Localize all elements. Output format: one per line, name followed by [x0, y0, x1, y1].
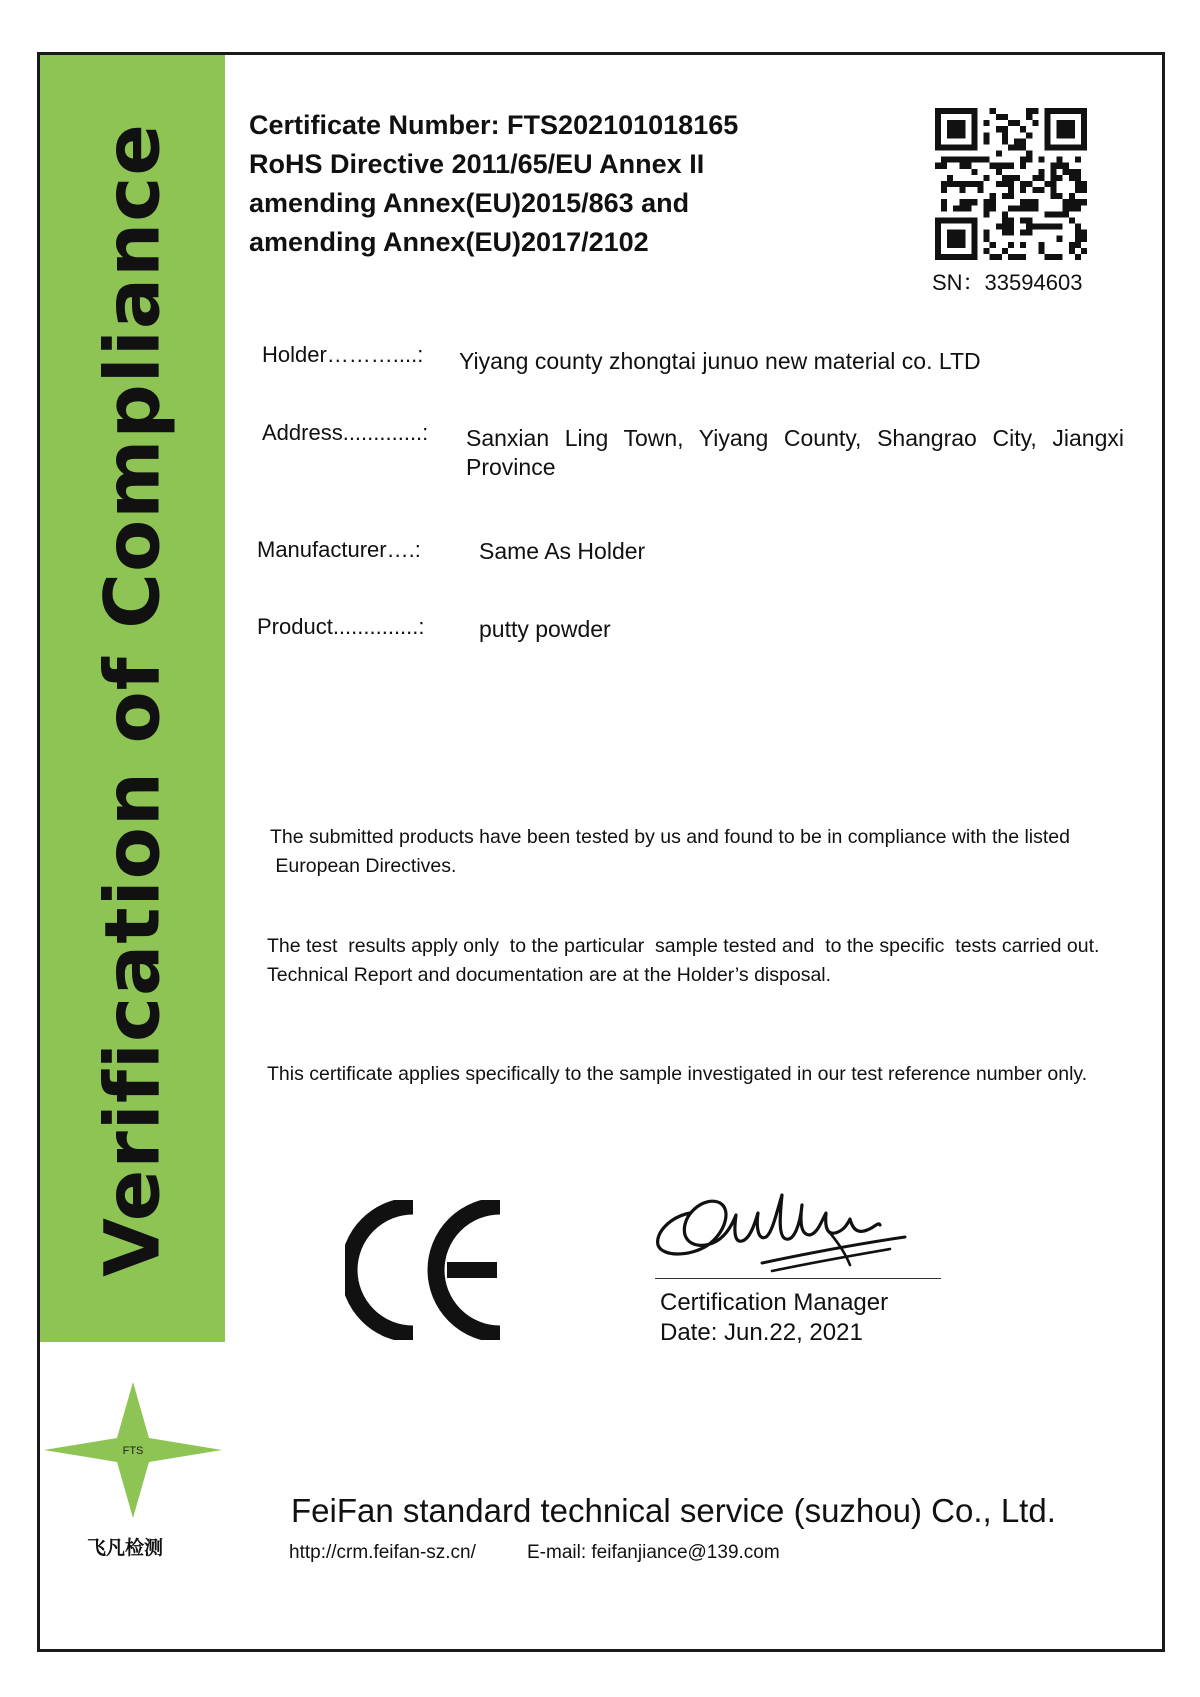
amending-line-2: amending Annex(EU)2017/2102: [249, 227, 649, 257]
fts-star-logo-icon: [42, 1380, 224, 1520]
ce-mark-icon: [345, 1200, 507, 1340]
product-label: Product..............:: [257, 614, 425, 639]
signatory-block: [660, 1288, 888, 1348]
manufacturer-value: Same As Holder: [479, 538, 646, 564]
handwritten-signature: [650, 1175, 920, 1280]
scope-statement: This certificate applies specifically to the sample investigated in our test reference number only.: [267, 1063, 1088, 1085]
signatory-role: Certification Manager: [660, 1289, 889, 1316]
address-value: Sanxian Ling Town, Yiyang County, Shangrao City, Jiangxi Province: [466, 425, 1124, 480]
directive-line: RoHS Directive 2011/65/EU Annex II: [249, 149, 705, 179]
test-results-statement: [267, 932, 1099, 990]
compliance-line-1: The submitted products have been tested by us and found to be in compliance with the listed: [270, 826, 1070, 848]
compliance-line-2: European Directives.: [270, 855, 457, 877]
qr-code-icon: [935, 108, 1087, 260]
amending-line-1: amending Annex(EU)2015/863 and: [249, 188, 690, 218]
certificate-header: [249, 106, 738, 262]
compliance-statement: [270, 823, 1070, 881]
holder-value: Yiyang county zhongtai junuo new material co. LTD: [459, 348, 981, 374]
serial-number: SN：33594603: [932, 270, 1083, 295]
signature-line: [655, 1278, 941, 1279]
test-results-line-2: Technical Report and documentation are at the Holder’s disposal.: [267, 964, 832, 986]
manufacturer-label: Manufacturer….:: [257, 537, 421, 562]
test-results-line-1: The test results apply only to the particular sample tested and to the specific tests carried out.: [267, 935, 1100, 957]
certificate-number: Certificate Number: FTS202101018165: [249, 110, 739, 140]
company-name: FeiFan standard technical service (suzhou) Co., Ltd.: [291, 1492, 1056, 1529]
signature-date: Date: Jun.22, 2021: [660, 1319, 863, 1346]
vertical-title: Verification of Compliance: [87, 123, 177, 1277]
holder-label: Holder………....:: [262, 342, 424, 367]
product-value: putty powder: [479, 616, 611, 642]
logo-chinese-text: 飞凡检测: [87, 1537, 164, 1559]
logo-text: FTS: [122, 1445, 144, 1457]
company-email[interactable]: E-mail: feifanjiance@139.com: [527, 1542, 780, 1563]
address-label: Address.............:: [262, 420, 429, 445]
company-url[interactable]: http://crm.feifan-sz.cn/: [289, 1542, 476, 1563]
